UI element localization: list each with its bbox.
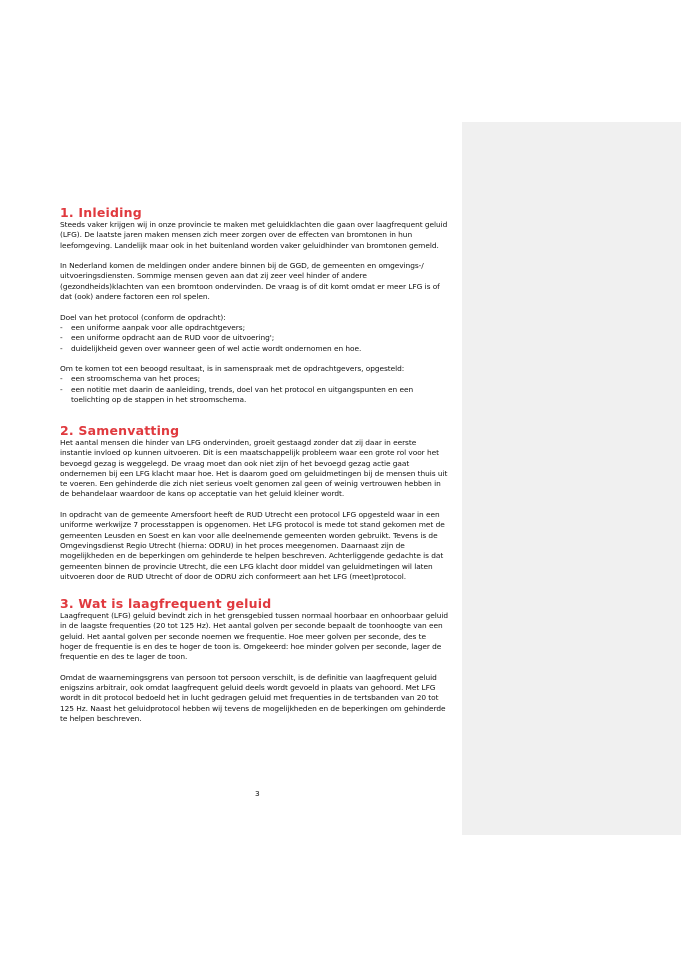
bullet-dash: - xyxy=(60,374,63,384)
bullet-continuation: toelichting op de stappen in het stroomschema. xyxy=(71,395,247,405)
section-heading: 2. Samenvatting xyxy=(60,423,180,438)
list-item-text: duidelijkheid geven over wanneer geen of wel actie wordt ondernomen en hoe. xyxy=(71,343,362,353)
bullet-dash: - xyxy=(60,333,63,343)
list-item xyxy=(60,385,460,395)
paragraph xyxy=(60,510,460,582)
list-item-text: een notitie met daarin de aanleiding, trends, doel van het protocol en uitgangspunten en een xyxy=(71,384,414,394)
bullet-dash: - xyxy=(60,322,63,332)
text-line: Omdat de waarnemingsgrens van persoon tot persoon verschilt, is de definitie van laagfrequent geluid xyxy=(60,672,437,682)
text-line: Om te komen tot een beoogd resultaat, is in samenspraak met de opdrachtgevers, opgesteld: xyxy=(60,364,405,374)
section-heading: 1. Inleiding xyxy=(60,205,142,220)
text-line: Omgevingsdienst Regio Utrecht (hierna: ODRU) in het proces meegenomen. Daarnaast zijn de xyxy=(60,540,405,550)
text-line: uniforme werkwijze 7 processtappen is opgenomen. Het LFG protocol is mede tot stand gekomen met de xyxy=(60,520,445,530)
text-line: leefomgeving. Landelijk maar ook in het buitenland worden vaker geluidhinder van bromtonen gemeld. xyxy=(60,240,439,250)
text-line: te helpen beschreven. xyxy=(60,713,142,723)
bullet-dash: - xyxy=(60,384,63,394)
text-line: wordt in dit protocol bedoeld het in lucht gedragen geluid met frequenties in de tertsbanden van 20 tot xyxy=(60,693,439,703)
text-line: dat (ook) andere factoren een rol spelen. xyxy=(60,292,210,302)
text-line: Het aantal mensen die hinder van LFG ondervinden, groeit gestaagd zonder dat zij daar in eerste xyxy=(60,438,417,447)
paragraph xyxy=(60,673,460,724)
comments-pane xyxy=(462,122,681,835)
bullet-dash: - xyxy=(60,343,63,353)
text-line: Steeds vaker krijgen wij in onze provincie te maken met geluidklachten die gaan over laagfrequent geluid xyxy=(60,220,448,229)
paragraph xyxy=(60,313,460,323)
text-line: (gezondheids)klachten van een bromtoon ondervinden. De vraag is of dit komt omdat er meer LFG is of xyxy=(60,281,440,291)
text-line: hoger de frequentie is en des te hoger de toon is. Omgekeerd: hoe minder golven per seconde, lager de xyxy=(60,641,442,651)
text-line: instantie invloed op kunnen uitvoeren. Dit is een maatschappelijk probleem waar een grote rol voor het xyxy=(60,448,439,458)
text-line: Doel van het protocol (conform de opdracht): xyxy=(60,312,226,322)
text-line: (LFG). De laatste jaren maken mensen zich meer zorgen over de effecten van bromtonen in hun xyxy=(60,230,413,240)
paragraph xyxy=(60,220,460,251)
paragraph xyxy=(60,438,460,500)
text-line: In opdracht van de gemeente Amersfoort heeft de RUD Utrecht een protocol LFG opgesteld waar in een xyxy=(60,510,440,520)
text-line: mogelijkheden en de beperkingen om gehinderde te helpen beschreven. Achterliggende gedachte is dat xyxy=(60,551,444,561)
text-line: geluid. Het aantal golven per seconde noemen we frequentie. Hoe meer golven per seconde, des te xyxy=(60,631,426,641)
list-item-text: een uniforme aanpak voor alle opdrachtgevers; xyxy=(71,322,246,332)
bullet-list xyxy=(60,323,460,354)
text-line: in de laagste frequenties (20 tot 125 Hz). Het aantal golven per seconde bepaalt de toonhoogte van een xyxy=(60,621,443,631)
list-item xyxy=(60,374,460,384)
section-inleiding xyxy=(60,206,460,405)
list-item xyxy=(60,344,460,354)
text-line: gemeenten Leusden en Soest en kan voor alle deelnemende gemeenten worden gebruikt. Tevens is de xyxy=(60,530,438,540)
section-laagfrequent-geluid xyxy=(60,597,460,735)
list-item-text: een stroomschema van het proces; xyxy=(71,374,201,384)
text-line: frequentie en des te lager de toon. xyxy=(60,652,188,662)
text-line: Laagfrequent (LFG) geluid bevindt zich in het grensgebied tussen normaal hoorbaar en onhoorbaar geluid xyxy=(60,611,448,620)
list-item xyxy=(60,323,460,333)
section-samenvatting xyxy=(60,424,460,592)
list-item xyxy=(60,333,460,343)
text-line: de behandelaar waardoor de kans op acceptatie van het geluid kleiner wordt. xyxy=(60,489,345,499)
paragraph xyxy=(60,611,460,662)
text-line: enigszins arbitrair, ook omdat laagfrequent geluid deels wordt gevoeld in plaats van gehoord. Met LFG xyxy=(60,683,436,693)
text-line: 125 Hz. Naast het geluidprotocol hebben wij tevens de mogelijkheden en de beperkingen om gehinderde xyxy=(60,703,446,713)
text-line: uitvoeren door de RUD Utrecht of door de ODRU zich conformeert aan het LFG (meet)protocol. xyxy=(60,571,407,581)
paragraph xyxy=(60,261,460,302)
text-line: uitvoeringsdiensten. Sommige mensen geven aan dat zij zeer veel hinder of andere xyxy=(60,271,367,281)
section-heading: 3. Wat is laagfrequent geluid xyxy=(60,596,272,611)
text-line: gemeenten binnen de provincie Utrecht, die een LFG klacht door middel van geluidmetingen wil laten xyxy=(60,561,433,571)
page-number: 3 xyxy=(255,789,260,798)
text-line: In Nederland komen de meldingen onder andere binnen bij de GGD, de gemeenten en omgevings-/ xyxy=(60,261,424,271)
bullet-list xyxy=(60,374,460,395)
text-line: bevoegd gezag is weggelegd. De vraag moet dan ook niet zijn of het bevoegd gezag actie gaat xyxy=(60,458,410,468)
list-item-text: een uniforme opdracht aan de RUD voor de uitvoering'; xyxy=(71,333,275,343)
text-line: te voeren. Een gehinderde die zich niet serieus voelt genomen zal geen of weinig vertrouwen hebben in xyxy=(60,479,441,489)
paragraph xyxy=(60,364,460,374)
text-line: ondernemen bij een LFG klacht maar hoe. Het is daarom goed om geluidmetingen bij de mensen thuis uit xyxy=(60,468,448,478)
